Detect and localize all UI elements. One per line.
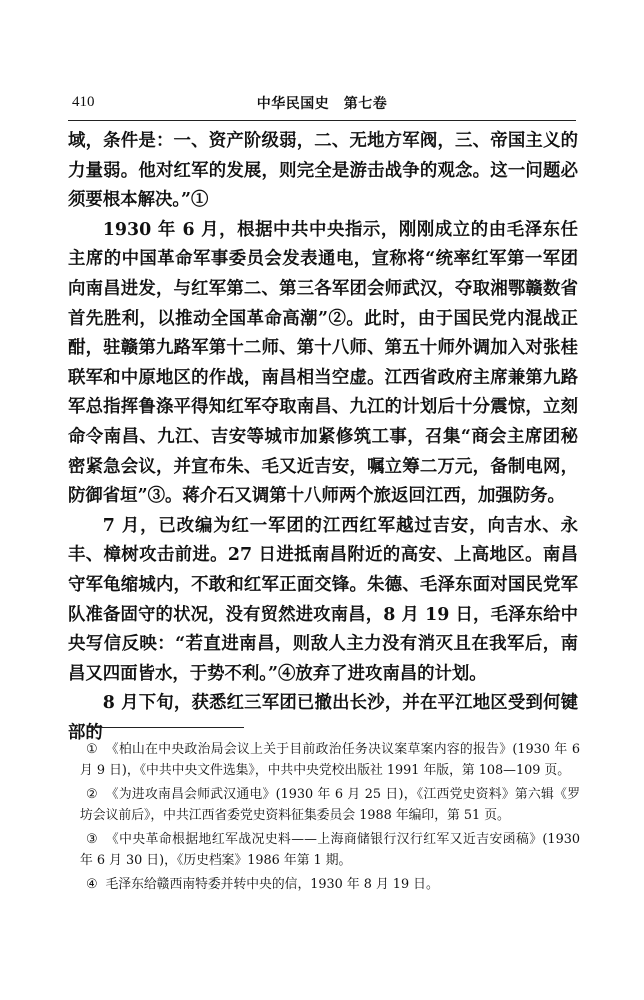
footnotes (80, 740, 580, 900)
running-title: 中华民国史 第七卷 (256, 96, 388, 112)
footnote-mark: ② (86, 787, 98, 802)
footnote-text: 毛泽东给赣西南特委并转中央的信，1930 年 8 月 19 日。 (105, 877, 439, 892)
footnote (80, 830, 580, 871)
footnote-mark: ③ (86, 832, 98, 847)
paragraph: 7 月，已改编为红一军团的江西红军越过吉安，向吉水、永丰、樟树攻击前进。27 日进抵南昌附近的高安、上高地区。南昌守军龟缩城内，不敢和红军正面交锋。朱德、毛泽东面对国民党军队准备固守的状况，没有贸然进攻南昌，8 月 19 日，毛泽东给中央写信反映：“若直进南昌，则敌人主力没有消灭且在我军后，南昌又四面皆水，于势不利。”④放弃了进攻南昌的计划。 (68, 515, 578, 684)
paragraph-continued: 域，条件是：一、资产阶级弱，二、无地方军阀，三、帝国主义的力量弱。他对红军的发展，则完全是游击战争的观念。这一问题必须要根本解决。”① (68, 131, 578, 211)
footnote-mark: ① (86, 742, 98, 757)
footnote (80, 785, 580, 826)
footnote (80, 875, 580, 896)
footnote-text: 《柏山在中央政治局会议上关于目前政治任务决议案草案内容的报告》(1930 年 6 月 9 日)，《中共中央文件选集》，中共中央党校出版社 1991 年版，第 108—109 页。 (80, 742, 580, 778)
footnote-text: 《为进攻南昌会师武汉通电》(1930 年 6 月 25 日)，《江西党史资料》第六辑《罗坊会议前后》，中共江西省委党史资料征集委员会 1988 年编印，第 51 页。 (80, 787, 580, 823)
footnote-text: 《中央革命根据地红军战况史料——上海商储银行汉行红军又近吉安函稿》(1930 年 6 月 30 日)，《历史档案》1986 年第 1 期。 (80, 832, 580, 868)
page-header (68, 92, 576, 121)
footnote-mark: ④ (86, 877, 98, 892)
body-text (68, 127, 578, 748)
footnote-separator (88, 727, 244, 728)
paragraph: 1930 年 6 月，根据中共中央指示，刚刚成立的由毛泽东任主席的中国革命军事委员会发表通电，宣称将“统率红军第一军团向南昌进发，与红军第二、第三各军团会师武汉，夺取湘鄂赣数省首先胜利，以推动全国革命高潮”②。此时，由于国民党内混战正酣，驻赣第九路军第十二师、第十八师、第五十师外调加入对张桂联军和中原地区的作战，南昌相当空虚。江西省政府主席兼第九路军总指挥鲁涤平得知红军夺取南昌、九江的计划后十分震惊，立刻命令南昌、九江、吉安等城市加紧修筑工事，召集“商会主席团秘密紧急会议，并宣布朱、毛又近吉安，嘱立筹二万元，备制电网，防御省垣”③。蒋介石又调第十八师两个旅返回江西，加强防务。 (68, 219, 578, 507)
footnote (80, 740, 580, 781)
paragraph: 8 月下旬，获悉红三军团已撤出长沙，并在平江地区受到何键部的 (68, 693, 578, 743)
page-number: 410 (72, 94, 95, 110)
